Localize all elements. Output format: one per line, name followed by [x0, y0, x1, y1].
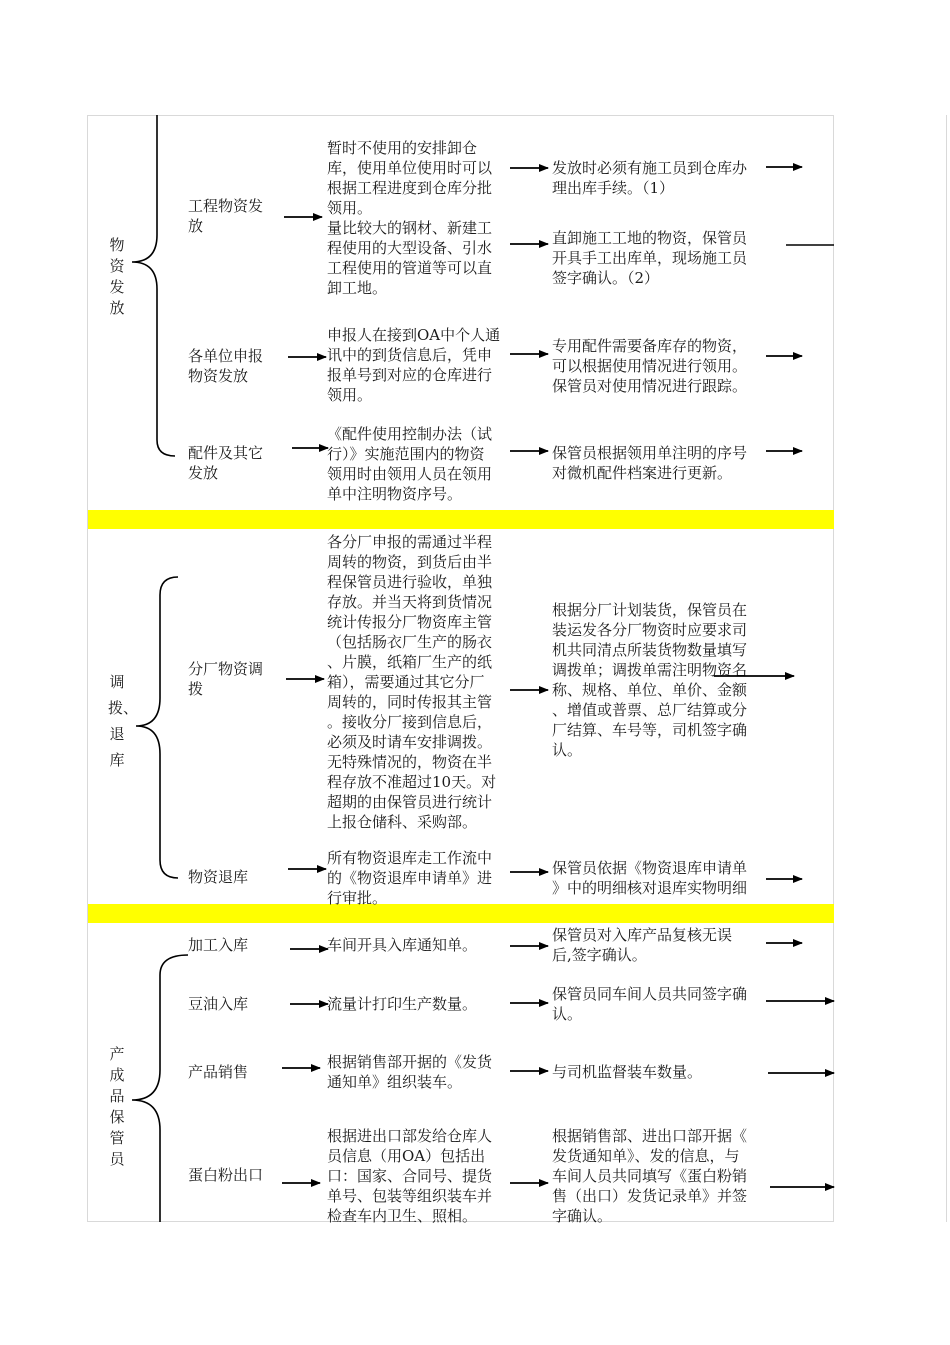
item-name-material-return: 物资退库: [188, 868, 249, 886]
item-name-processing-inbound: 加工入库: [188, 936, 249, 954]
item-name-parts-issue: 配件及其它 发放: [188, 444, 264, 482]
note-manual-outbound-slip: 直卸施工工地的物资，保管员 开具手工出库单，现场施工员 签字确认。（2）: [552, 229, 748, 287]
item-name-product-sales: 产品销售: [188, 1063, 249, 1081]
desc-direct-unload: 量比较大的钢材、新建工 程使用的大型设备、引水 工程使用的管道等可以直 卸工地。: [327, 219, 493, 297]
brace-transfer-return: [136, 577, 178, 878]
note-inbound-recheck: 保管员对入库产品复核无误 后,签字确认。: [552, 926, 733, 964]
desc-temp-storage: 暂时不使用的安排卸仓 库，使用单位使用时可以 根据工程进度到仓库分批 领用。: [327, 139, 493, 217]
item-name-soybean-oil-inbound: 豆油入库: [188, 995, 249, 1013]
desc-return-workflow: 所有物资退库走工作流中 的《物资退库申请单》进 行审批。: [327, 849, 493, 907]
desc-flowmeter: 流量计打印生产数量。: [327, 995, 478, 1013]
section-label-material-issue: 物资发放: [109, 236, 125, 317]
section-label-product-keeper: 产成品保管员: [109, 1045, 125, 1168]
item-name-branch-transfer: 分厂物资调 拨: [188, 660, 264, 698]
note-special-parts: 专用配件需要备库存的物资， 可以根据使用情况进行领用。 保管员对使用情况进行跟踪。: [552, 337, 748, 395]
desc-oa-notice: 申报人在接到OA中个人通 讯中的到货信息后，凭申 报单号到对应的仓库进行 领用。: [327, 326, 501, 404]
note-driver-supervise: 与司机监督装车数量。: [552, 1063, 703, 1081]
brace-material-issue: [132, 115, 175, 456]
item-name-protein-powder-export: 蛋白粉出口: [188, 1166, 264, 1184]
item-name-engineering-issue: 工程物资发 放: [188, 197, 264, 235]
desc-export-info: 根据进出口部发给仓库人 员信息（用OA）包括出 口：国家、合同号、提货 单号、包装等组织装车并 检查车内卫生、照相。: [327, 1127, 493, 1225]
item-name-unit-request-issue: 各单位申报 物资发放: [188, 347, 264, 385]
note-parts-archive: 保管员根据领用单注明的序号 对微机配件档案进行更新。: [552, 444, 748, 482]
section-label-transfer-return: 调拨、退库: [108, 673, 139, 769]
note-return-verify: 保管员依据《物资退库申请单 》中的明细核对退库实物明细: [552, 859, 748, 897]
note-warehouse-outbound: 发放时必须有施工员到仓库办 理出库手续。（1）: [552, 159, 748, 197]
note-export-record: 根据销售部、进出口部开据《 发货通知单》、发的信息，与 车间人员共同填写《蛋白粉销 售（出口）发货记录单》并签 字确认。: [552, 1127, 748, 1225]
note-transfer-slip: 根据分厂计划装货，保管员在 装运发各分厂物资时应要求司 机共同清点所装货物数量填写 调拨单；调拨单需注明物资名 称、规格、单位、单价、金额 、增值或普票、总厂结算或分 厂结算、车号等，司机签字确 认。: [552, 601, 748, 759]
desc-parts-control: 《配件使用控制办法（试 行）》实施范围内的物资 领用时由领用人员在领用 单中注明物资序号。: [327, 425, 493, 503]
desc-inbound-notice: 车间开具入库通知单。: [327, 936, 478, 954]
desc-half-turnover: 各分厂申报的需通过半程 周转的物资，到货后由半 程保管员进行验收，单独 存放。并当天将到货情况 统计传报分厂物资库主管 （包括肠衣厂生产的肠衣 、片膜，纸箱厂生产的纸 箱），需要通过其它分厂 周转的，同时传报其主管 。接收分厂接到信息后， 必须及时请车安排调拨。 无特殊情况的，物资在半 程存放不准超过10天。对 超期的由保管员进行统计 上报仓储科、采购部。: [327, 533, 497, 831]
note-joint-sign: 保管员同车间人员共同签字确 认。: [552, 985, 748, 1023]
brace-product-keeper: [132, 955, 188, 1222]
desc-delivery-notice: 根据销售部开据的《发货 通知单》组织装车。: [327, 1053, 493, 1091]
